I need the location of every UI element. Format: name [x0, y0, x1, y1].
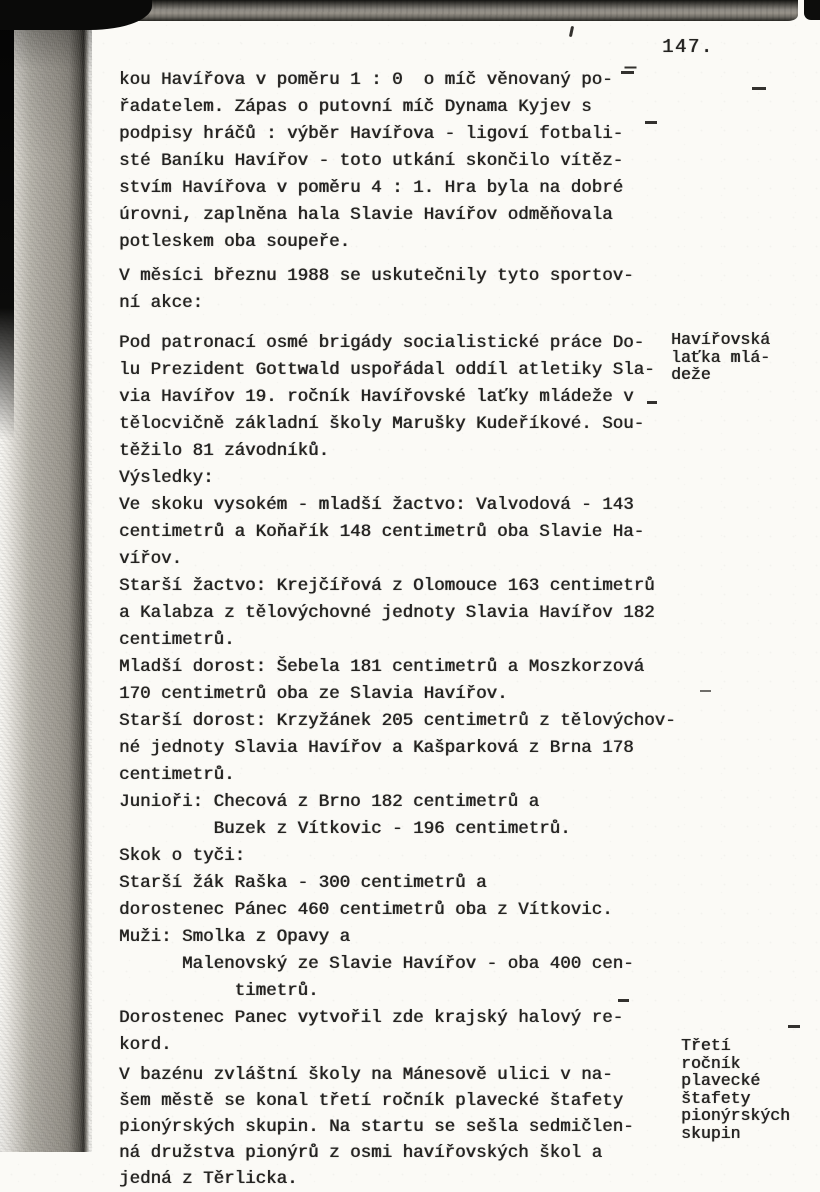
margin-note-plavecka-stafeta — [681, 1037, 790, 1142]
paragraph-high-jump-results — [119, 330, 699, 1059]
text-line: Buzek z Vítkovic - 196 centimetrů. — [119, 819, 571, 839]
text-line: V bazénu zvláštní školy na Mánesově ulici v na- — [119, 1065, 613, 1085]
text-line: ročník — [681, 1053, 741, 1073]
scan-artifact-dash — [618, 999, 629, 1002]
scan-artifact-dash — [645, 121, 657, 124]
scan-artifact-dash — [752, 87, 766, 90]
text-line: pionýrských — [681, 1106, 790, 1125]
text-line: Muži: Smolka z Opavy a — [119, 927, 351, 947]
text-line: podpisy hráčů : výběr Havířova - ligoví fotbali- — [119, 124, 624, 144]
scan-artifact-dash — [647, 401, 657, 404]
page-number: 147. — [662, 36, 714, 58]
text-line: pionýrských skupin. Na startu se sešla sedmičlen- — [119, 1117, 634, 1137]
text-line: Skok o tyči: — [119, 846, 246, 866]
text-line: Třetí — [681, 1036, 731, 1055]
text-line: tělocvičně základní školy Marušky Kudeříkové. Sou- — [119, 414, 645, 434]
text-line: Starší žactvo: Krejčířová z Olomouce 163 centimetrů — [119, 576, 655, 596]
scan-artifact-tick — [569, 26, 574, 37]
text-line: štafety — [681, 1088, 751, 1108]
scan-artifact-dash — [621, 71, 634, 74]
text-line: stvím Havířova v poměru 4 : 1. Hra byla na dobré — [119, 178, 624, 198]
scan-artifact-dash — [700, 690, 711, 692]
text-line: né jednoty Slavia Havířov a Kašparková z Brna 178 — [119, 738, 634, 758]
text-line: šem městě se konal třetí ročník plavecké štafety — [119, 1091, 624, 1111]
text-line: Havířovská — [671, 330, 771, 349]
text-line: timetrů. — [119, 981, 319, 1001]
scan-edge-top — [52, 0, 798, 21]
text-line: centimetrů. — [119, 765, 235, 785]
text-line: laťka mlá- — [671, 347, 771, 367]
text-line: Starší žák Raška - 300 centimetrů a — [119, 873, 487, 893]
text-line: kou Havířova v poměru 1 : 0 o míč věnovaný po- — [119, 70, 613, 90]
text-line: kord. — [119, 1035, 172, 1055]
text-line: potleskem oba soupeře. — [119, 232, 351, 252]
text-line: plavecké — [681, 1071, 761, 1090]
text-line: skupin — [681, 1123, 741, 1143]
margin-note-havirovska-latka — [671, 331, 770, 384]
scan-artifact-dash — [788, 1025, 800, 1028]
text-line: Dorostenec Panec vytvořil zde krajský halový re- — [119, 1008, 624, 1028]
text-line: dorostenec Pánec 460 centimetrů oba z Vítkovic. — [119, 900, 613, 920]
text-line: Výsledky: — [119, 468, 214, 488]
text-line: centimetrů. — [119, 630, 235, 650]
text-line: ná družstva pionýrů z osmi havířovských škol a — [119, 1143, 603, 1163]
text-line: Malenovský ze Slavie Havířov - oba 400 cen- — [119, 954, 634, 974]
text-line: jedná z Těrlicka. — [119, 1169, 298, 1189]
text-line: deže — [671, 365, 711, 384]
text-line: Starší dorost: Krzyžánek 205 centimetrů z tělovýchov- — [119, 711, 676, 731]
text-line: V měsíci březnu 1988 se uskutečnily tyto sportov- — [119, 266, 634, 286]
paragraph-swimming-relay — [119, 1062, 699, 1192]
text-line: sté Baníku Havířov - toto utkání skončilo vítěz- — [119, 151, 624, 171]
text-line: Junioři: Checová z Brno 182 centimetrů a — [119, 792, 540, 812]
text-line: via Havířov 19. ročník Havířovské laťky mládeže v — [119, 387, 634, 407]
scan-corner-top-right — [804, 0, 820, 20]
text-line: úrovni, zaplněna hala Slavie Havířov odměňovala — [119, 205, 613, 225]
paragraph-football-match — [119, 67, 699, 256]
text-line: Ve skoku vysokém - mladší žactvo: Valvodová - 143 — [119, 495, 634, 515]
typewritten-text-column — [119, 67, 699, 1192]
scan-corner-top-left — [0, 0, 152, 30]
paragraph-march-1988-intro — [119, 263, 699, 317]
text-line: a Kalabza z tělovýchovné jednoty Slavia Havířov 182 — [119, 603, 655, 623]
text-line: Pod patronací osmé brigády socialistické práce Do- — [119, 333, 645, 353]
text-line: řadatelem. Zápas o putovní míč Dynama Kyjev s — [119, 97, 592, 117]
text-line: ní akce: — [119, 293, 204, 313]
scan-edge-left — [0, 0, 14, 440]
text-line: vířov. — [119, 549, 183, 569]
text-line: 170 centimetrů oba ze Slavia Havířov. — [119, 684, 508, 704]
text-line: těžilo 81 závodníků. — [119, 441, 330, 461]
text-line: centimetrů a Koňařík 148 centimetrů oba Slavie Ha- — [119, 522, 645, 542]
text-line: lu Prezident Gottwald uspořádal oddíl atletiky Sla- — [119, 360, 655, 380]
text-line: Mladší dorost: Šebela 181 centimetrů a Moszkorzová — [119, 657, 645, 677]
